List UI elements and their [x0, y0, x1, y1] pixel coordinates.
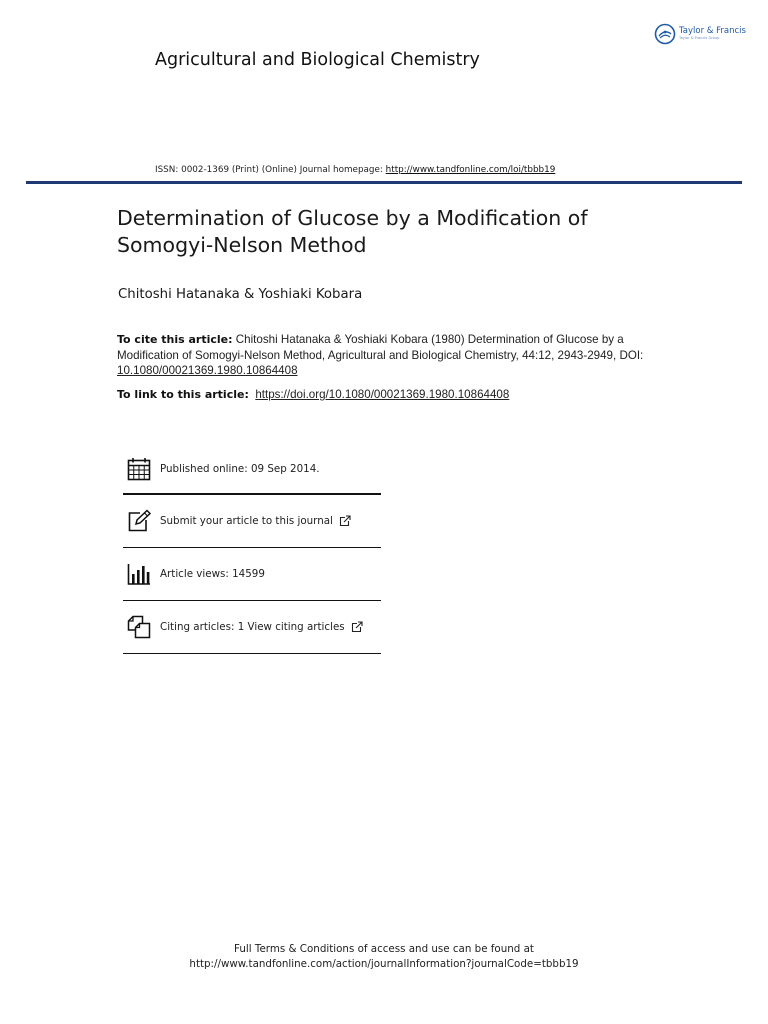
footer-terms [0, 942, 768, 971]
divider [123, 653, 381, 654]
issn-line [155, 165, 555, 175]
article-info-panel [123, 445, 381, 654]
citation-text: Chitoshi Hatanaka & Yoshiaki Kobara (1980) Determination of Glucose by a Modification of Somogyi-Nelson Method, Agricultural and Biological Chemistry, 44:12, 2943-2949, DOI: [117, 333, 644, 362]
link-lead: To link to this article: [117, 388, 249, 401]
edit-icon [127, 509, 151, 533]
citation-lead: To cite this article: [117, 333, 233, 346]
taylor-francis-logo-icon [654, 23, 676, 45]
external-link-icon [351, 621, 363, 633]
submit-row[interactable] [123, 495, 381, 547]
publisher-subtitle: Taylor & Francis Group [679, 35, 720, 40]
header-divider [26, 181, 742, 184]
publisher-name: Taylor & Francis [679, 26, 746, 37]
submit-article-link[interactable]: Submit your article to this journal [160, 515, 333, 527]
article-authors: Chitoshi Hatanaka & Yoshiaki Kobara [118, 287, 363, 302]
footer-line-1: Full Terms & Conditions of access and use can be found at [234, 943, 534, 955]
issn-text: ISSN: 0002-1369 (Print) (Online) Journal homepage: [155, 165, 386, 175]
article-views-text: Article views: 14599 [160, 568, 265, 580]
views-row [123, 548, 381, 600]
journal-homepage-link[interactable]: http://www.tandfonline.com/loi/tbbb19 [385, 165, 556, 175]
citation-doi-link[interactable]: 10.1080/00021369.1980.10864408 [117, 364, 298, 378]
citing-articles-link[interactable]: Citing articles: 1 View citing articles [160, 621, 345, 633]
published-online-text: Published online: 09 Sep 2014. [160, 463, 320, 475]
published-row [123, 445, 381, 493]
footer-terms-link[interactable]: http://www.tandfonline.com/action/journalInformation?journalCode=tbbb19 [189, 957, 579, 970]
bar-chart-icon [127, 562, 151, 586]
external-link-icon [339, 515, 351, 527]
article-doi-link[interactable]: https://doi.org/10.1080/00021369.1980.10864408 [255, 388, 510, 401]
article-title: Determination of Glucose by a Modification of Somogyi-Nelson Method [117, 206, 588, 257]
journal-title: Agricultural and Biological Chemistry [155, 50, 480, 70]
publisher-logo[interactable] [654, 20, 746, 48]
citation-block [117, 332, 662, 379]
calendar-icon [127, 457, 151, 481]
article-link-block [117, 388, 509, 401]
citing-articles-icon [127, 615, 151, 639]
citing-row[interactable] [123, 601, 381, 653]
